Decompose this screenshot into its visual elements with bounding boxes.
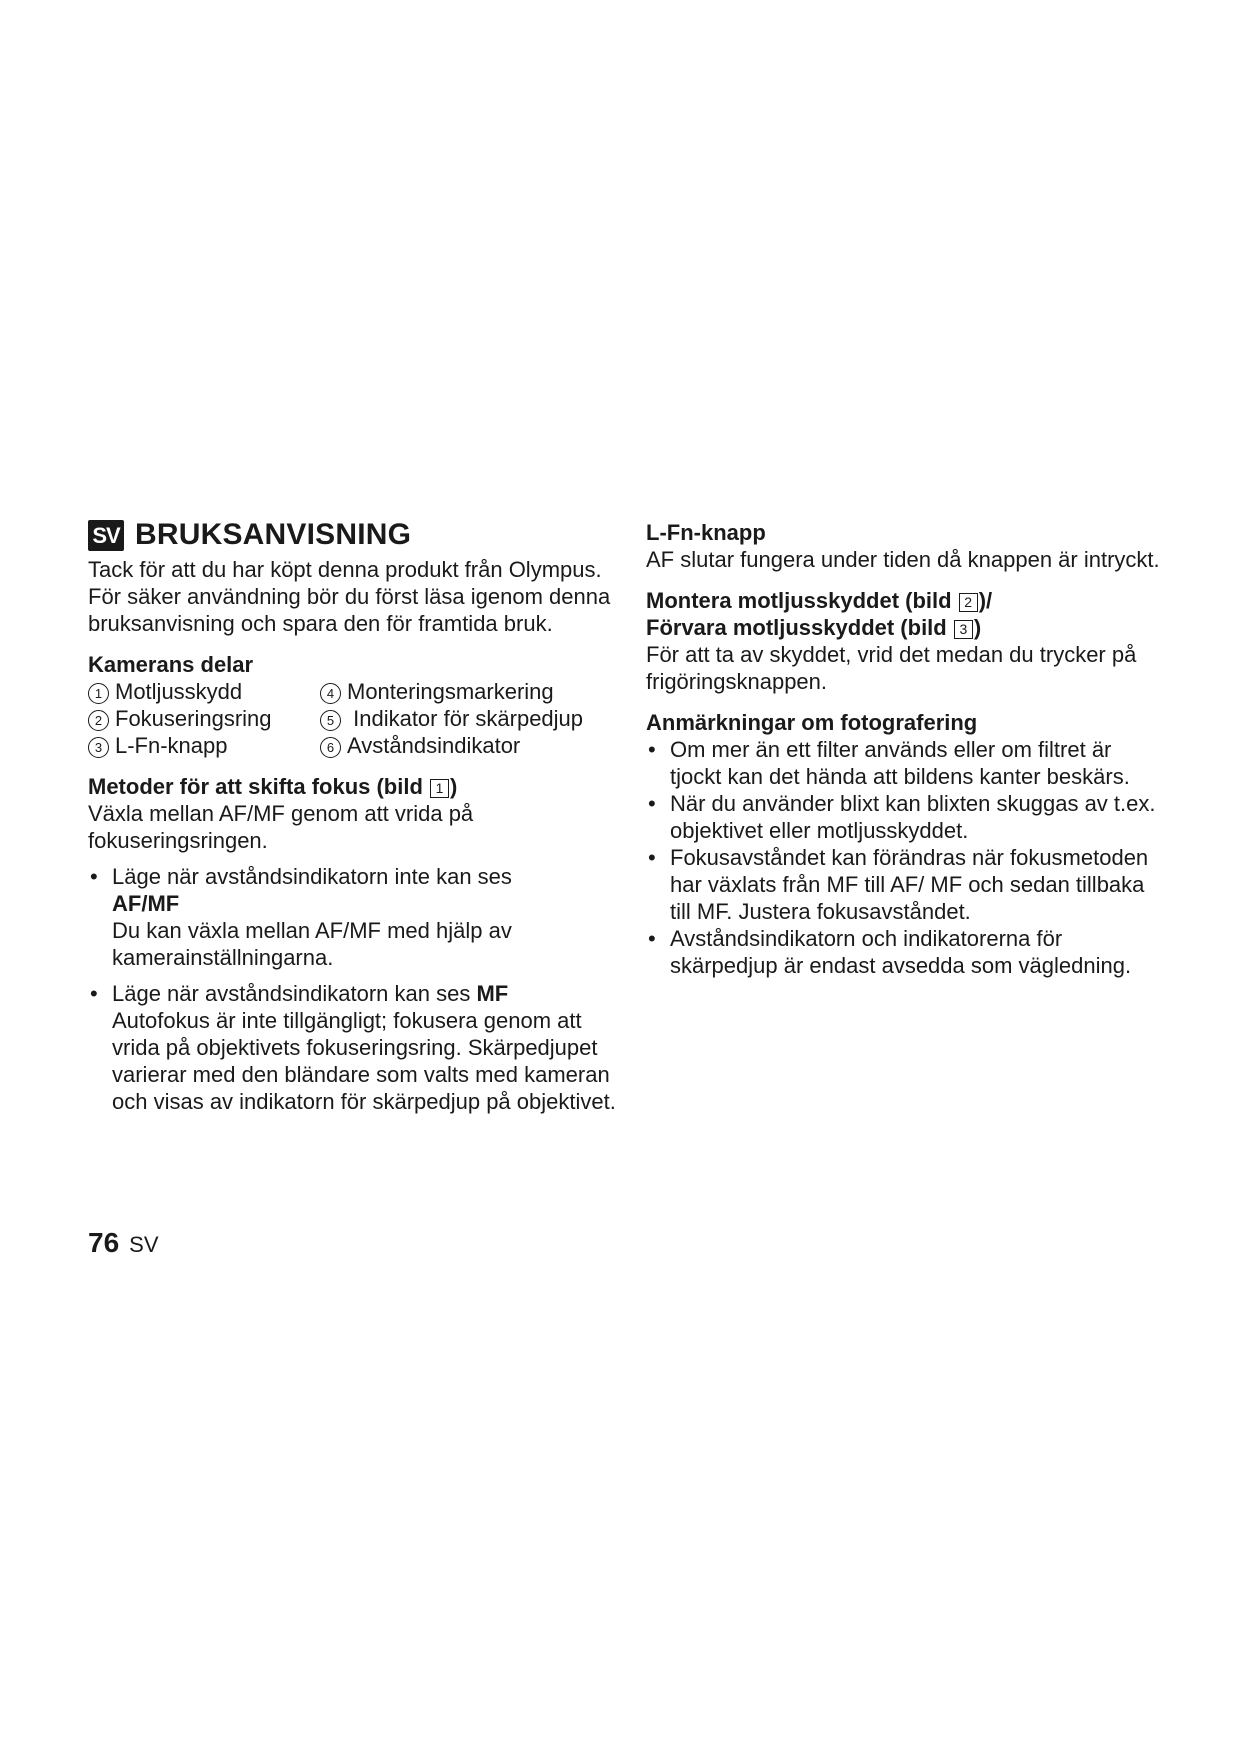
number-circle: 3: [88, 737, 109, 758]
bullet-dot: •: [90, 864, 98, 889]
parts-heading: Kamerans delar: [88, 652, 254, 677]
right-column: [646, 516, 1166, 979]
number-circle: 4: [320, 683, 341, 704]
bullet-item: [88, 980, 618, 1115]
page-title: BRUKSANVISNING: [135, 518, 412, 551]
mode-label: MF: [476, 981, 509, 1006]
note-item: [646, 736, 1166, 790]
parts-list: [88, 678, 618, 759]
lfn-text: AF slutar fungera under tiden då knappen är intryckt.: [646, 547, 1160, 572]
note-text: Om mer än ett filter används eller om filtret är tjockt kan det hända att bildens kanter beskärs.: [670, 737, 1130, 789]
part-label: L-Fn-knapp: [115, 733, 228, 758]
page-footer: [88, 1227, 159, 1259]
focus-heading: Metoder för att skifta fokus (bild 1 ): [88, 774, 458, 799]
part-label: Indikator för skärpedjup: [347, 706, 584, 731]
part-item: [88, 732, 320, 759]
part-label: Monteringsmarkering: [347, 679, 554, 704]
part-label: Avståndsindikator: [347, 733, 521, 758]
part-item: [88, 678, 320, 705]
note-text: När du använder blixt kan blixten skuggas av t.ex. objektivet eller motljusskyddet.: [670, 791, 1156, 843]
bullet-text: Du kan växla mellan AF/MF med hjälp av kamerainställningarna.: [112, 918, 512, 970]
focus-text: Växla mellan AF/MF genom att vrida på fokuseringsringen.: [88, 801, 474, 853]
note-text: Avståndsindikatorn och indikatorerna för skärpedjup är endast avsedda som vägledning.: [670, 926, 1132, 978]
note-item: [646, 925, 1166, 979]
bullet-dot: •: [90, 981, 98, 1006]
note-item: [646, 844, 1166, 925]
number-circle: 1: [88, 683, 109, 704]
number-circle: 6: [320, 737, 341, 758]
language-badge: SV: [88, 520, 124, 551]
part-label: Fokuseringsring: [115, 706, 272, 731]
hood-heading-store: Förvara motljusskyddet (bild 3 ): [646, 615, 982, 640]
lfn-heading: L-Fn-knapp: [646, 520, 766, 545]
mode-label: AF/MF: [112, 891, 180, 916]
part-item: [320, 732, 620, 759]
intro-text: Tack för att du har köpt denna produkt från Olympus. För säker användning bör du först läsa igenom denna bruksanvisning och spara den för framtida bruk.: [88, 557, 611, 636]
figure-ref-box: 1: [430, 779, 449, 798]
part-item: [320, 705, 620, 732]
bullet-dot: •: [648, 845, 656, 870]
title-row: [88, 516, 618, 554]
hood-heading-mount: Montera motljusskyddet (bild 2 )/: [646, 588, 993, 613]
bullet-intro: Läge när avståndsindikatorn kan ses MF: [112, 981, 509, 1006]
bullet-dot: •: [648, 737, 656, 762]
bullet-item: [88, 863, 618, 971]
bullet-dot: •: [648, 791, 656, 816]
figure-ref-box: 2: [959, 593, 978, 612]
bullet-dot: •: [648, 926, 656, 951]
number-circle: 2: [88, 710, 109, 731]
note-item: [646, 790, 1166, 844]
part-label: Motljusskydd: [115, 679, 243, 704]
left-column: [88, 516, 618, 1115]
bullet-intro: Läge när avståndsindikatorn inte kan ses: [112, 864, 512, 889]
notes-heading: Anmärkningar om fotografering: [646, 710, 978, 735]
bullet-text: Autofokus är inte tillgängligt; fokusera genom att vrida på objektivets fokuseringsring. Skärpedjupet varierar med den bländare som valts med kameran och visas av indikatorn för skärpedjup på objektivet.: [112, 1008, 616, 1114]
page-number: 76: [88, 1227, 120, 1258]
figure-ref-box: 3: [954, 620, 973, 639]
part-item: [88, 705, 320, 732]
number-circle: 5: [320, 710, 341, 731]
footer-language: SV: [129, 1232, 159, 1257]
note-text: Fokusavståndet kan förändras när fokusmetoden har växlats från MF till AF/ MF och sedan tillbaka till MF. Justera fokusavståndet.: [670, 845, 1149, 924]
part-item: [320, 678, 620, 705]
hood-text: För att ta av skyddet, vrid det medan du trycker på frigöringsknappen.: [646, 642, 1137, 694]
